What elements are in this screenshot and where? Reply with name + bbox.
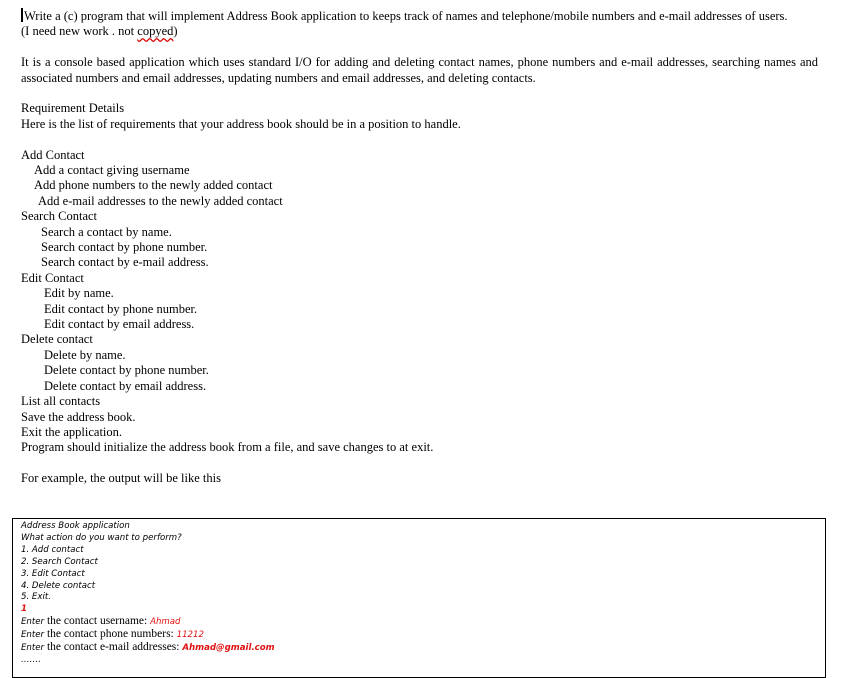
section-add-contact [21,148,818,210]
example-intro: For example, the output will be like this [21,471,221,486]
list-item: List all contacts [21,394,101,409]
intro-line: Write a (c) program that will implement Address Book application to keeps track of names and telephone/mobile numbers and e-mail addresses of users. [24,9,788,23]
console-ellipsis: ……. [21,654,41,665]
list-item: Edit contact by phone number. [44,301,198,316]
section-title: Edit Contact [21,270,84,285]
section-title: Add Contact [21,147,85,162]
list-item: Exit the application. [21,424,123,439]
console-option: 5. Exit. [21,592,51,603]
section-delete-contact [21,332,818,394]
list-item: Delete contact by email address. [44,378,207,393]
console-option: 2. Search Contact [21,556,98,567]
console-user-choice: 1 [21,604,27,615]
misspelled-word: copyed [137,24,174,39]
list-item: Add a contact giving username [34,163,190,178]
section-title: Delete contact [21,332,93,347]
text-cursor [21,8,23,22]
list-item: Add phone numbers to the newly added contact [34,178,273,193]
console-title: Address Book application [21,521,130,531]
requirements-subheading: Here is the list of requirements that your address book should be in a position to handle. [21,116,461,131]
requirements-heading: Requirement Details [21,101,125,116]
list-item: Edit by name. [44,286,114,301]
list-item: Search contact by phone number. [41,240,208,255]
console-prompt: Enter the contact username: Ahmad [21,615,181,628]
console-input-value: Ahmad@gmail.com [182,643,275,654]
note-line: (I need new work . not copyed) [21,24,178,39]
list-item: Delete by name. [44,347,126,362]
description-paragraph: It is a console based application which uses standard I/O for adding and deleting contact names, phone numbers and e-mail addresses, searching names and associated numbers and email addresses, updating numbers and email addresses, and deleting contacts. [21,55,818,85]
list-item: Delete contact by phone number. [44,363,209,378]
console-output-box [12,518,826,678]
section-title: Search Contact [21,209,98,224]
document-body [21,8,818,487]
console-input-value: 11212 [176,630,204,641]
section-edit-contact [21,271,818,333]
list-item: Save the address book. [21,409,136,424]
console-prompt: Enter the contact e-mail addresses: Ahmad@gmail.com [21,641,275,654]
console-input-value: Ahmad [150,617,181,628]
console-question: What action do you want to perform? [21,532,182,543]
console-prompt: Enter the contact phone numbers: 11212 [21,628,204,641]
list-item: Edit contact by email address. [44,317,195,332]
list-item: Program should initialize the address book from a file, and save changes to at exit. [21,440,434,455]
console-option: 1. Add contact [21,544,84,555]
section-search-contact [21,209,818,271]
list-item: Add e-mail addresses to the newly added contact [38,193,283,208]
console-option: 3. Edit Contact [21,568,85,579]
intro-paragraph [21,8,818,24]
list-item: Search contact by e-mail address. [41,255,209,270]
console-option: 4. Delete contact [21,580,96,591]
list-item: Search a contact by name. [41,224,172,239]
